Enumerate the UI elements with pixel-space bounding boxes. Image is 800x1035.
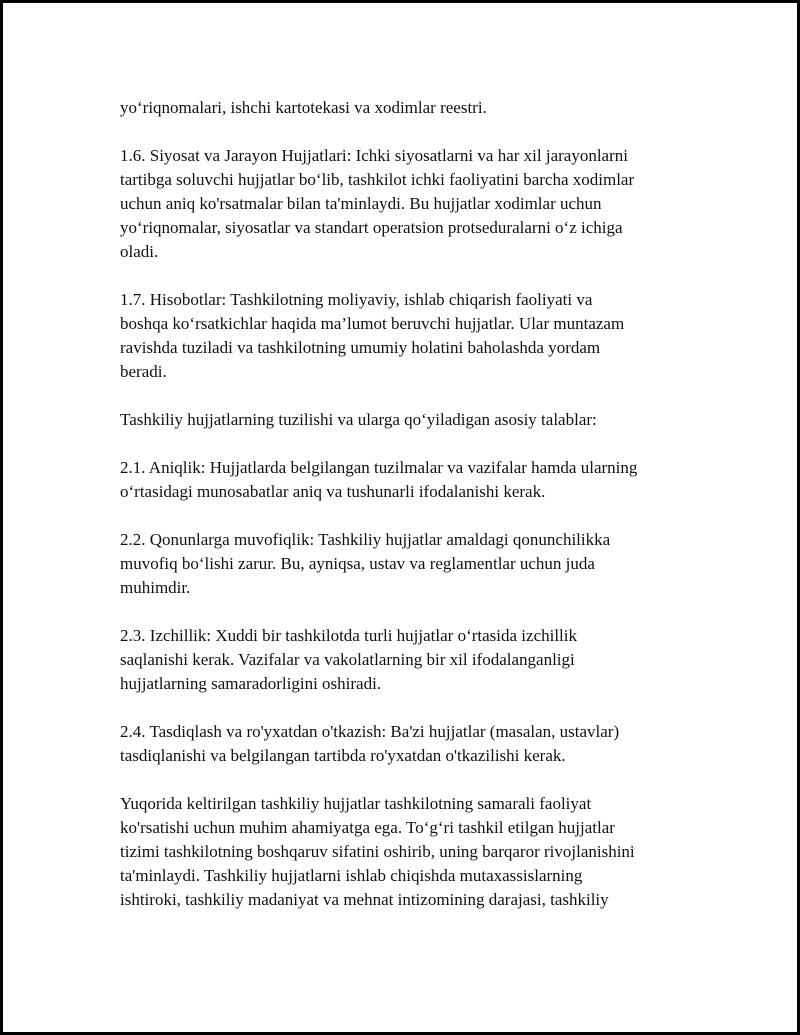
text-line: boshqa ko‘rsatkichlar haqida ma’lumot beruvchi hujjatlar. Ular muntazam bbox=[120, 314, 625, 333]
paragraph-requirements-heading bbox=[120, 408, 700, 432]
paragraph-consistency bbox=[120, 624, 700, 696]
text-line: yo‘riqnomalar, siyosatlar va standart operatsion protseduralarni o‘z ichiga bbox=[120, 218, 623, 237]
text-line: hujjatlarning samaradorligini oshiradi. bbox=[120, 674, 382, 693]
paragraph-reports bbox=[120, 288, 700, 384]
text-line: tizimi tashkilotning boshqaruv sifatini oshirib, uning barqaror rivojlanishini bbox=[120, 842, 635, 861]
text-line: muvofiq bo‘lishi zarur. Bu, ayniqsa, ustav va reglamentlar uchun juda bbox=[120, 554, 595, 573]
text-line: beradi. bbox=[120, 362, 167, 381]
text-line: ishtiroki, tashkiliy madaniyat va mehnat intizomining darajasi, tashkiliy bbox=[120, 890, 609, 909]
text-line: 2.4. Tasdiqlash va ro'yxatdan o'tkazish: Ba'zi hujjatlar (masalan, ustavlar) bbox=[120, 722, 620, 741]
paragraph-personnel-docs-tail bbox=[120, 96, 700, 120]
text-line: oladi. bbox=[120, 242, 159, 261]
text-line: ravishda tuziladi va tashkilotning umumiy holatini baholashda yordam bbox=[120, 338, 601, 357]
text-line: 1.7. Hisobotlar: Tashkilotning moliyaviy, ishlab chiqarish faoliyati va bbox=[120, 290, 593, 309]
text-line: ta'minlaydi. Tashkiliy hujjatlarni ishlab chiqishda mutaxassislarning bbox=[120, 866, 583, 885]
text-line: o‘rtasidagi munosabatlar aniq va tushunarli ifodalanishi kerak. bbox=[120, 482, 546, 501]
document-body bbox=[120, 96, 700, 936]
text-line: muhimdir. bbox=[120, 578, 191, 597]
paragraph-conclusion bbox=[120, 792, 700, 912]
text-line: yo‘riqnomalari, ishchi kartotekasi va xodimlar reestri. bbox=[120, 98, 487, 117]
text-line: Yuqorida keltirilgan tashkiliy hujjatlar tashkilotning samarali faoliyat bbox=[120, 794, 592, 813]
text-line: uchun aniq ko'rsatmalar bilan ta'minlaydi. Bu hujjatlar xodimlar uchun bbox=[120, 194, 602, 213]
text-line: ko'rsatishi uchun muhim ahamiyatga ega. To‘g‘ri tashkil etilgan hujjatlar bbox=[120, 818, 615, 837]
paragraph-accuracy bbox=[120, 456, 700, 504]
text-line: tasdiqlanishi va belgilangan tartibda ro'yxatdan o'tkazilishi kerak. bbox=[120, 746, 566, 765]
text-line: tartibga soluvchi hujjatlar bo‘lib, tashkilot ichki faoliyatini barcha xodimlar bbox=[120, 170, 635, 189]
text-line: 2.1. Aniqlik: Hujjatlarda belgilangan tuzilmalar va vazifalar hamda ularning bbox=[120, 458, 638, 477]
text-line: 1.6. Siyosat va Jarayon Hujjatlari: Ichki siyosatlarni va har xil jarayonlarni bbox=[120, 146, 628, 165]
text-line: saqlanishi kerak. Vazifalar va vakolatlarning bir xil ifodalanganligi bbox=[120, 650, 575, 669]
text-line: 2.2. Qonunlarga muvofiqlik: Tashkiliy hujjatlar amaldagi qonunchilikka bbox=[120, 530, 611, 549]
paragraph-approval-registration bbox=[120, 720, 700, 768]
paragraph-legal-compliance bbox=[120, 528, 700, 600]
text-line: Tashkiliy hujjatlarning tuzilishi va ularga qo‘yiladigan asosiy talablar: bbox=[120, 410, 597, 429]
text-line: 2.3. Izchillik: Xuddi bir tashkilotda turli hujjatlar o‘rtasida izchillik bbox=[120, 626, 578, 645]
paragraph-policy-docs bbox=[120, 144, 700, 264]
